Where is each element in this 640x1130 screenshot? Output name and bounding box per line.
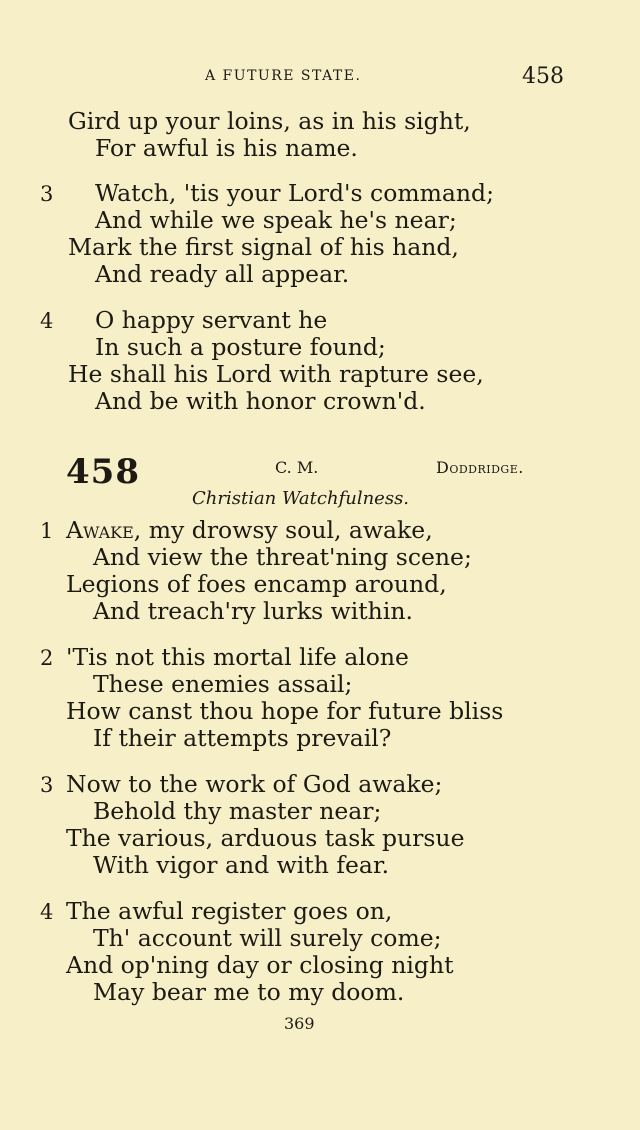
verse-line: And ready all appear. [95, 260, 350, 288]
verse-line: Watch, 'tis your Lord's command; [95, 179, 495, 207]
page-number-bottom: 369 [284, 1014, 315, 1033]
verse-number: 2 [40, 646, 54, 670]
verse-number: 1 [40, 519, 54, 543]
verse-number: 4 [40, 309, 54, 333]
verse-line: Mark the first signal of his hand, [68, 233, 459, 261]
hymn-author: Doddridge. [436, 458, 524, 477]
verse-line: May bear me to my doom. [93, 978, 405, 1006]
verse-line: And op'ning day or closing night [66, 951, 454, 979]
verse-line: He shall his Lord with rapture see, [68, 360, 484, 388]
verse-number: 3 [40, 773, 54, 797]
hymn-meter: C. M. [275, 458, 319, 477]
verse-line: In such a posture found; [95, 333, 386, 361]
verse-line: With vigor and with fear. [93, 851, 390, 879]
hymn-number: 458 [66, 452, 140, 492]
verse-line: How canst thou hope for future bliss [66, 697, 504, 725]
verse-line: The awful register goes on, [66, 897, 393, 925]
running-title: A FUTURE STATE. [205, 68, 362, 84]
page-header [0, 64, 640, 94]
verse-line: If their attempts prevail? [93, 724, 392, 752]
hymn-title: Christian Watchfulness. [192, 488, 410, 509]
verse-number: 4 [40, 900, 54, 924]
verse-line: Legions of foes encamp around, [66, 570, 447, 598]
first-word: Awake, [66, 516, 142, 544]
page-number-top: 458 [522, 64, 564, 89]
first-line-rest: my drowsy soul, awake, [141, 516, 433, 544]
verse-line: For awful is his name. [95, 134, 358, 162]
verse-line [66, 516, 433, 544]
verse-line: And be with honor crown'd. [95, 387, 426, 415]
verse-line: And treach'ry lurks within. [93, 597, 413, 625]
verse-line: And view the threat'ning scene; [93, 543, 472, 571]
verse-line: Th' account will surely come; [93, 924, 442, 952]
verse-line: O happy servant he [95, 306, 328, 334]
verse-line: Behold thy master near; [93, 797, 382, 825]
verse-line: The various, arduous task pursue [66, 824, 465, 852]
verse-line: 'Tis not this mortal life alone [66, 643, 409, 671]
verse-line: And while we speak he's near; [95, 206, 457, 234]
verse-line: Now to the work of God awake; [66, 770, 443, 798]
verse-line: Gird up your loins, as in his sight, [68, 107, 471, 135]
verse-number: 3 [40, 182, 54, 206]
verse-line: These enemies assail; [93, 670, 353, 698]
